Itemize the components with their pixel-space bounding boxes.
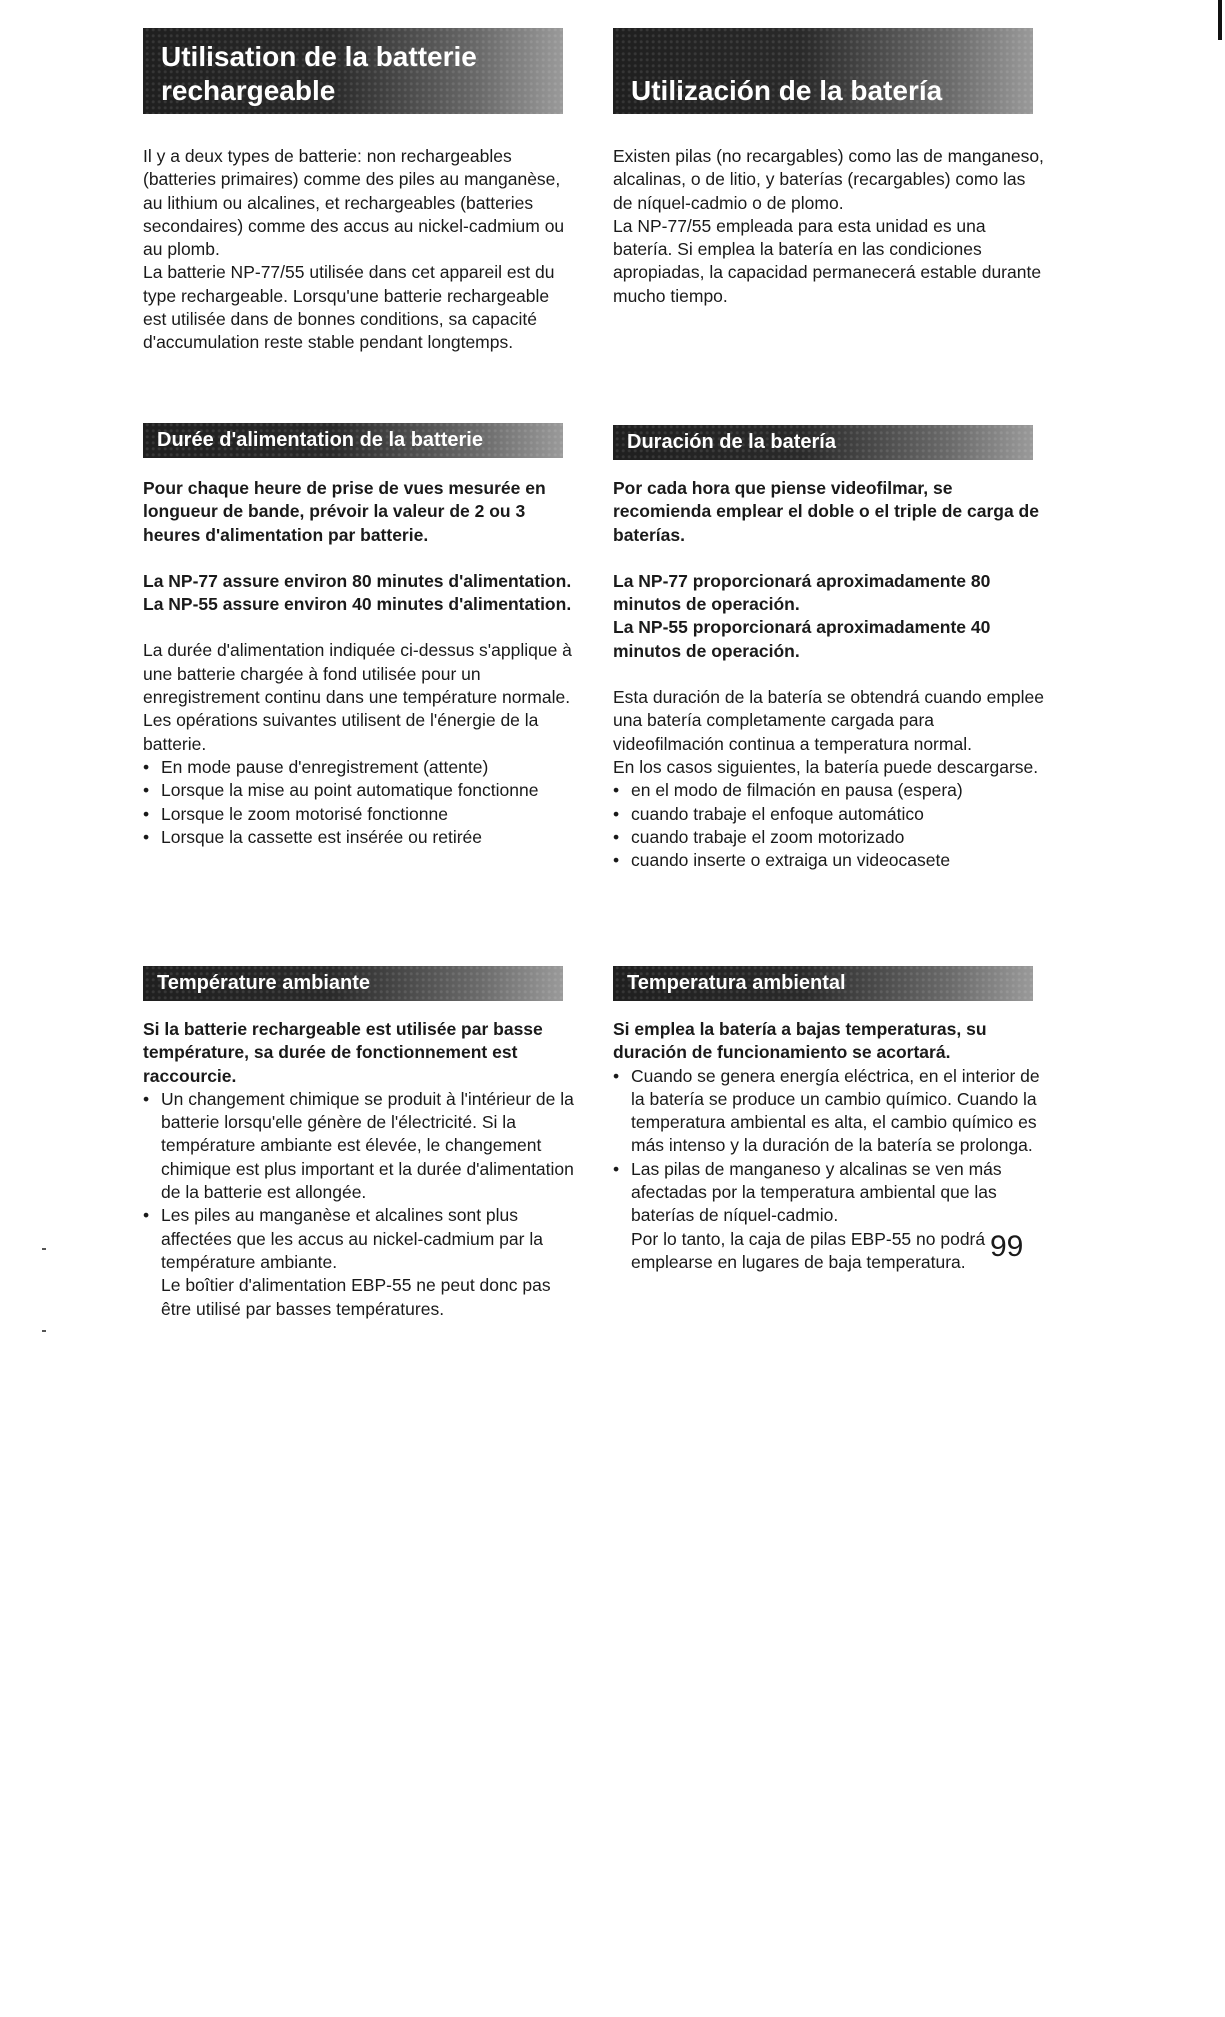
spanish-section2-bullet2-text: Las pilas de manganeso y alcalinas se ven más afectadas por la temperatura ambiental que las baterías de níquel-cadmio. (631, 1158, 1002, 1226)
french-np55-text: La NP-55 assure environ 40 minutes d'alimentation. (143, 594, 572, 615)
page-number: 99 (990, 1230, 1024, 1263)
spanish-np55-text: La NP-55 proporcionará aproximadamente 40 minutos de operación. (613, 617, 991, 661)
spanish-section2-list (613, 1065, 1045, 1275)
spanish-section1-bold-intro: Por cada hora que piense videofilmar, se recomienda emplear el doble o el triple de carga de baterías. (613, 478, 1039, 545)
french-section1-list (143, 756, 575, 849)
french-section2-bold-intro: Si la batterie rechargeable est utilisée par basse température, sa durée de fonctionnement est raccourcie. (143, 1019, 543, 1086)
spanish-section1-list (613, 779, 1045, 872)
french-intro-p1: Il y a deux types de batterie: non rechargeables (batteries primaires) comme des piles au manganèse, au lithium ou alcalines, et rechargeables (batteries secondaires) comme des accus au nickel-cadmium ou au plomb. (143, 146, 565, 260)
spanish-section2-banner (613, 966, 1033, 1001)
list-item: • cuando inserte o extraiga un videocasete (613, 849, 1045, 872)
spanish-np77-text: La NP-77 proporcionará aproximadamente 80 minutos de operación. (613, 570, 991, 615)
spanish-intro-p2: La NP-77/55 empleada para esta unidad es una batería. Si emplea la batería en las condiciones apropiadas, la capacidad permanecerá estable durante mucho tiempo. (613, 215, 1042, 306)
spanish-intro (613, 145, 1045, 308)
list-item: • Lorsque le zoom motorisé fonctionne (143, 803, 575, 826)
list-item: • Lorsque la mise au point automatique fonctionne (143, 779, 575, 802)
spanish-section2-heading: Temperatura ambiental (627, 972, 846, 994)
list-item: • cuando trabaje el zoom motorizado (613, 826, 1045, 849)
spanish-intro-p1: Existen pilas (no recargables) como las de manganeso, alcalinas, o de litio, y baterías (recargables) como las de níquel-cadmio o de plomo. (613, 146, 1044, 213)
spanish-title: Utilización de la batería (631, 75, 943, 106)
spanish-section2-bold-intro: Si emplea la batería a bajas temperaturas, su duración de funcionamiento se acortará. (613, 1019, 987, 1063)
french-intro-p2: La batterie NP-77/55 utilisée dans cet appareil est du type rechargeable. Lorsqu'une batterie rechargeable est utilisée dans de bonnes conditions, sa capacité d'accumulation reste stable pendant longtemps. (143, 262, 555, 353)
list-item: • En mode pause d'enregistrement (attente) (143, 756, 575, 779)
french-section1-bold-intro: Pour chaque heure de prise de vues mesurée en longueur de bande, prévoir la valeur de 2 ou 3 heures d'alimentation par batterie. (143, 478, 546, 545)
scan-speck (42, 1248, 46, 1250)
french-section1-heading: Durée d'alimentation de la batterie (157, 429, 483, 451)
spanish-section1-banner (613, 425, 1033, 460)
list-item (613, 1158, 1045, 1274)
spanish-section2-body (613, 1018, 1045, 1274)
french-title: Utilisation de la batterie rechargeable (161, 41, 477, 106)
list-item: • Un changement chimique se produit à l'intérieur de la batterie lorsqu'elle génère de l'électricité. Si la température ambiante est élevée, le changement chimique est plus important et la durée d'alimentation de la batterie est allongée. (143, 1088, 575, 1204)
french-section2-heading: Température ambiante (157, 972, 371, 994)
list-item: • cuando trabaje el enfoque automático (613, 803, 1045, 826)
page-edge-mark (1218, 0, 1222, 40)
list-item: • Cuando se genera energía eléctrica, en el interior de la batería se produce un cambio químico. Cuando la temperatura ambiental es alta, el cambio químico es más intenso y la duración de la batería se prolonga. (613, 1065, 1045, 1158)
french-section2-banner (143, 966, 563, 1001)
french-section1-body (143, 477, 575, 849)
french-intro (143, 145, 575, 355)
list-item: • en el modo de filmación en pausa (espera) (613, 779, 1045, 802)
french-np77-text: La NP-77 assure environ 80 minutes d'alimentation. (143, 570, 572, 591)
french-section2-body (143, 1018, 575, 1321)
french-section2-bullet2-text: Les piles au manganèse et alcalines sont plus affectées que les accus au nickel-cadmium par la température ambiante. (161, 1205, 543, 1272)
list-item: • Lorsque la cassette est insérée ou retirée (143, 826, 575, 849)
spanish-section1-heading: Duración de la batería (627, 431, 836, 453)
list-item (143, 1204, 575, 1320)
spanish-section1-paragraph2: En los casos siguientes, la batería puede descargarse. (613, 756, 1039, 777)
french-title-banner (143, 28, 563, 114)
french-section2-note: Le boîtier d'alimentation EBP-55 ne peut donc pas être utilisé par basses températures. (161, 1275, 551, 1319)
french-section1-paragraph: La durée d'alimentation indiquée ci-dessus s'applique à une batterie chargée à fond utilisée pour un enregistrement continu dans une température normale. Les opérations suivantes utilisent de l'énergie de la batterie. (143, 640, 572, 754)
scan-speck (42, 1330, 46, 1332)
french-section1-banner (143, 423, 563, 458)
spanish-title-banner (613, 28, 1033, 114)
spanish-section1-body (613, 477, 1045, 872)
french-section2-list (143, 1088, 575, 1321)
spanish-section2-note: Por lo tanto, la caja de pilas EBP-55 no podrá emplearse en lugares de baja temperatura. (631, 1228, 986, 1272)
spanish-section1-paragraph: Esta duración de la batería se obtendrá cuando emplee una batería completamente cargada para videofilmación continua a temperatura normal. (613, 687, 1044, 754)
